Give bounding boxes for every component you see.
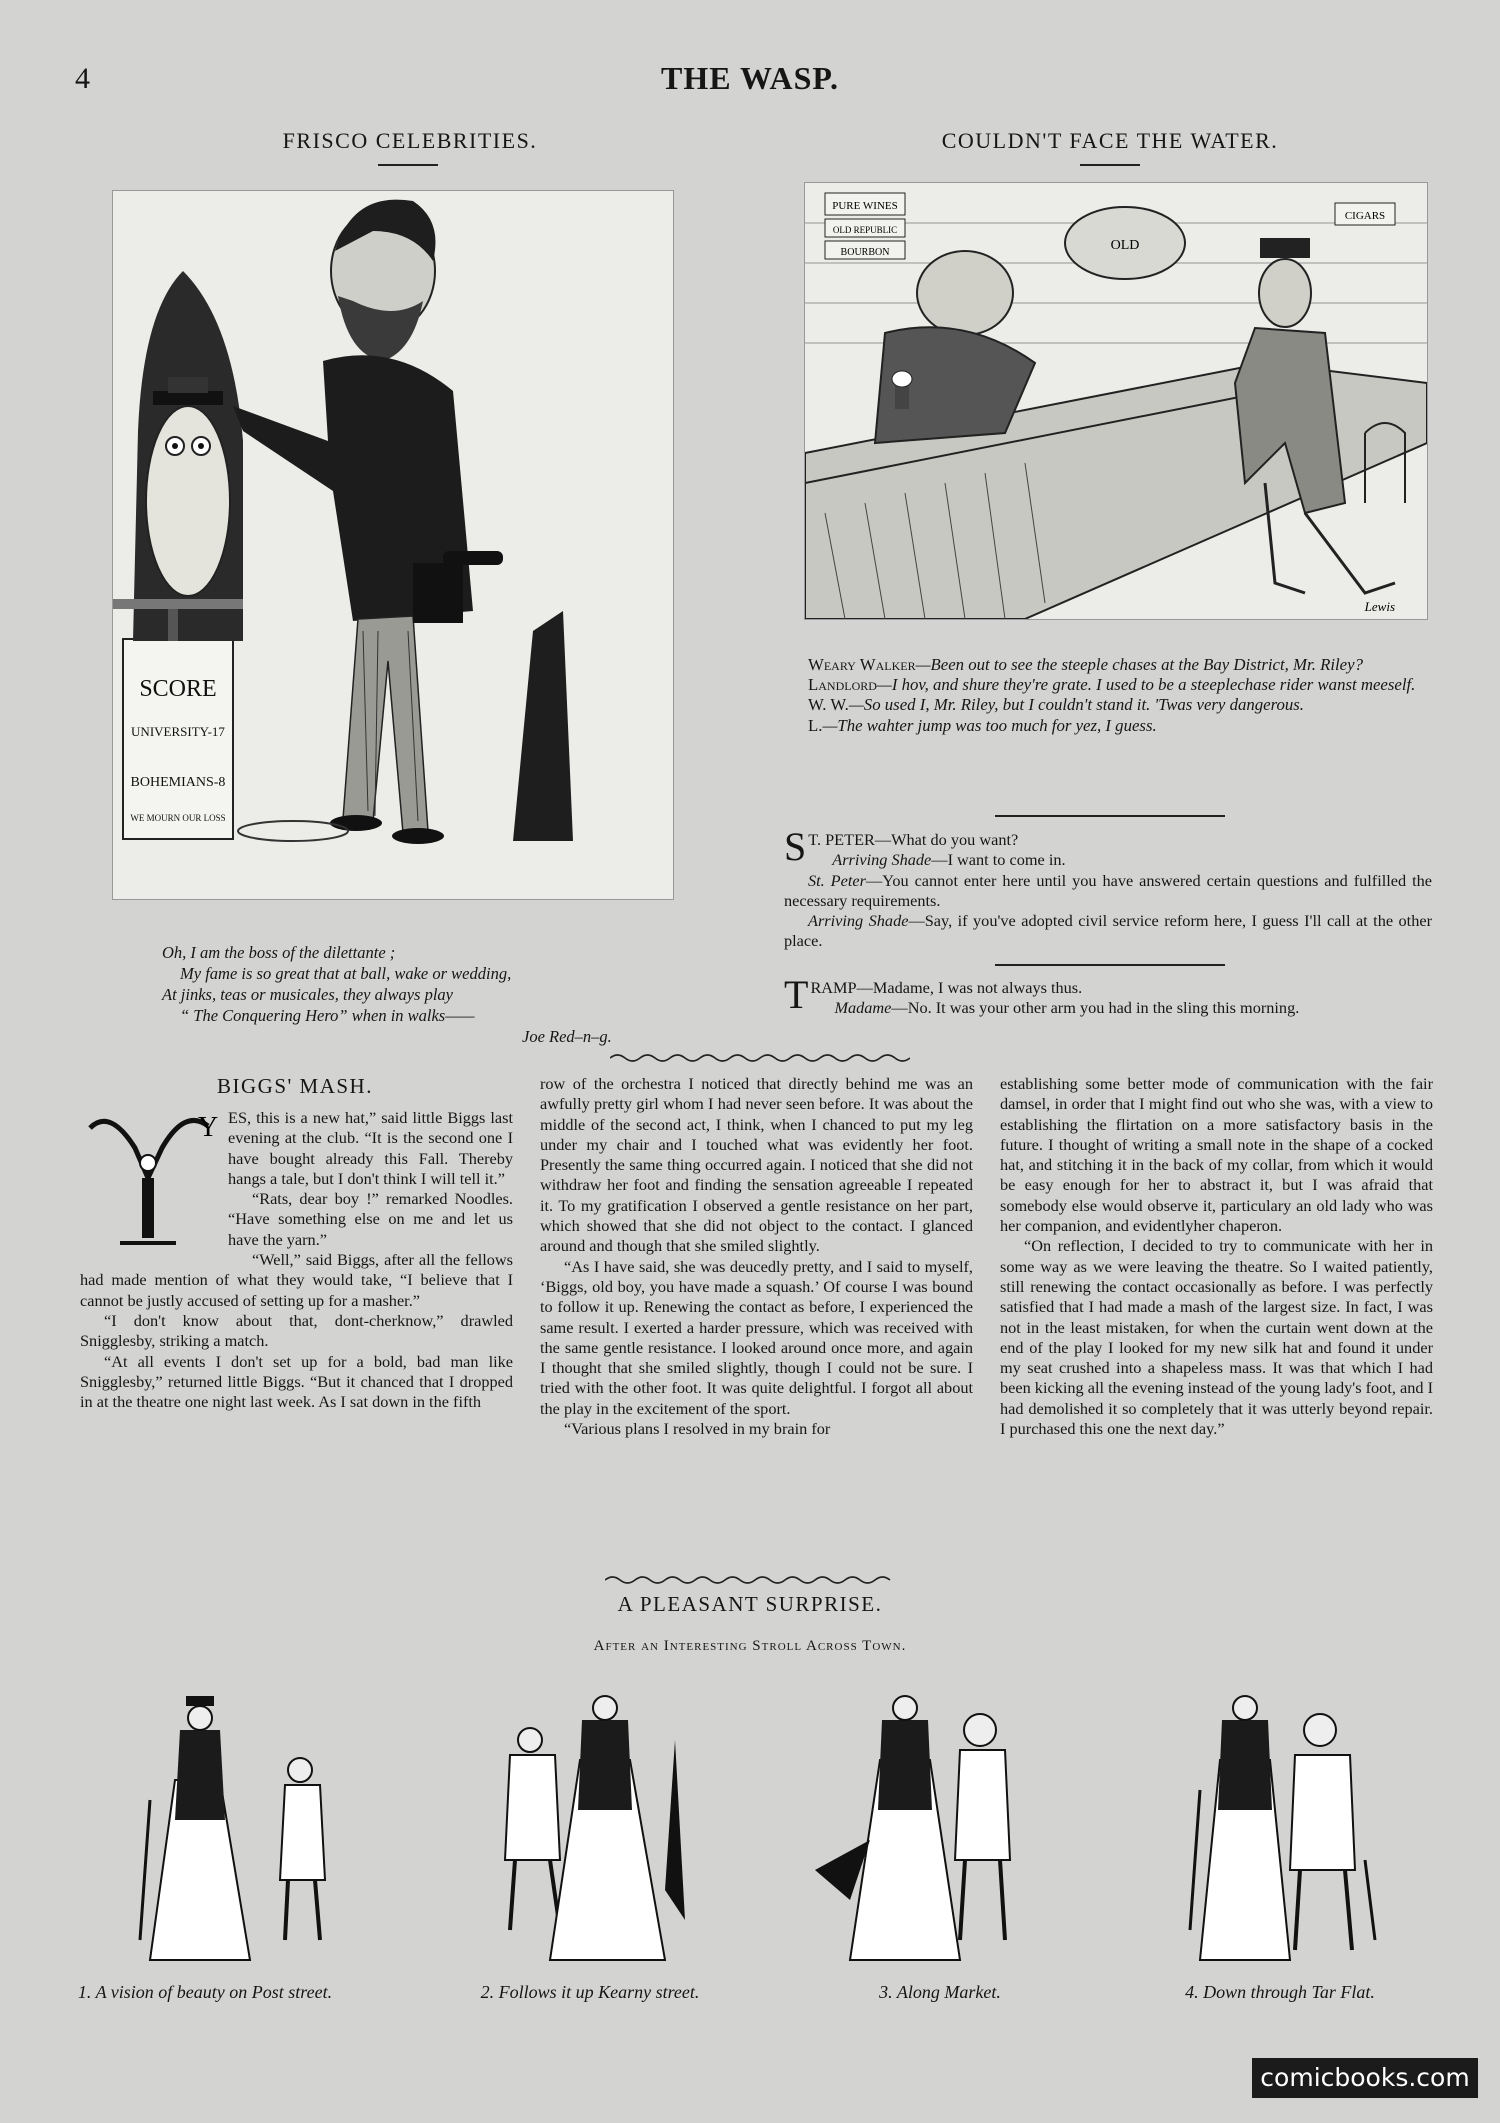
- dialogue-text: —So used I, Mr. Riley, but I couldn't stand it. 'Twas very dangerous.: [848, 695, 1304, 715]
- speaker: Madame: [834, 998, 892, 1018]
- dropcap-s: S: [784, 824, 807, 869]
- speaker: Arriving Shade: [832, 850, 932, 870]
- dialogue-text: —No. It was your other arm you had in the sling this morning.: [891, 998, 1300, 1018]
- panel-3-caption: 3. Along Market.: [879, 1982, 1001, 2002]
- sign-line-bohemians: BOHEMIANS-8: [130, 775, 226, 790]
- paragraph: “I don't know about that, dont-cherknow,” drawled Snigglesby, striking a match.: [80, 1310, 513, 1351]
- paragraph: “On reflection, I decided to try to communicate with her in some way as we were leaving the theatre. So I waited patiently, still renewing the contact occasionally as before. I was perfectly satisfied that I had made a mash of the largest size. In fact, I was not in the least mistaken, for when the curtain went down at the end of the play I looked for my new silk hat and found it under my seat crushed into a shapeless mass. It was that which I had been kicking all the evening instead of the young lady's foot, and I had demolished it so completely that it was utterly beyond repair. I purchased this one the next day.”: [1000, 1236, 1433, 1439]
- section-rule: [995, 964, 1225, 966]
- poem-line: “ The Conquering Hero” when in walks——: [180, 1006, 475, 1025]
- water-cartoon: [804, 182, 1428, 620]
- biggs-title: BIGGS' MASH.: [217, 1074, 373, 1098]
- poem-line: My fame is so great that at ball, wake or wedding,: [180, 964, 512, 983]
- speaker: St. Peter: [808, 870, 866, 890]
- paragraph: establishing some better mode of communication with the fair damsel, in order that I might find out who she was, with a view to establishing the flirtation on a more satisfactory basis in the future. I thought of writing a small note in the shape of a cocked hat, and stitching it in the back of my collar, from which it would be easy enough for her to abstract it, but I was afraid that somebody else would observe it, particulary an old lady who was her companion, and evidentlyher chaperon.: [1000, 1074, 1433, 1236]
- paragraph: “As I have said, she was deucedly pretty, and I said to myself, ‘Biggs, old boy, you have made a squash.’ Of course I was bound to follow it up. Renewing the contact as before, I experienced the same result. I exerted a harder pressure, which was received with the same gentle resistance. I looked around once more, and again I thought that she smiled slightly, though I could not be sure. I tried with the other foot. It was quite delightful. I forgot all about the play in the excitement of the sport.: [540, 1256, 973, 1418]
- biggs-col-2: [540, 1074, 973, 1439]
- biggs-col-1: [80, 1108, 513, 1412]
- cartoon-sign-wines: PURE WINES: [832, 200, 898, 212]
- section-rule: [995, 815, 1225, 817]
- speaker: W. W.: [808, 695, 849, 715]
- tramp-piece: [784, 972, 1432, 1019]
- panel-4-art: [1180, 1670, 1400, 1970]
- dialogue-text: —Say, if you've adopted civil service reform here, I guess I'll call at the other place.: [784, 911, 1432, 951]
- frisco-poem: [162, 942, 662, 1047]
- poem-line: At jinks, teas or musicales, they always play: [162, 985, 453, 1004]
- cartoon-sign-cigars: CIGARS: [1344, 210, 1386, 222]
- dialogue-text: —I hov, and shure they're grate. I used to be a steeplechase rider wanst meeself.: [876, 675, 1416, 695]
- paragraph: “At all events I don't set up for a bold, bad man like Snigglesby,” returned little Biggs. “But it chanced that I dropped in at the theatre one night last week. As I sat down in the fifth: [80, 1351, 513, 1412]
- dropcap-t: T: [784, 972, 809, 1017]
- paragraph: “Well,” said Biggs, after all the fellows had made mention of what they would take, “I believe that I cannot be justly accused of setting up for a masher.”: [80, 1250, 513, 1310]
- sign-line-mourn: WE MOURN OUR LOSS: [130, 813, 226, 823]
- panel-2-art: [470, 1670, 710, 1970]
- speaker: Weary Walker: [808, 655, 916, 674]
- dropcap-y-figure: [80, 1108, 220, 1250]
- panel-1-caption: 1. A vision of beauty on Post street.: [77, 1982, 333, 2002]
- sign-line-score: SCORE: [139, 676, 217, 702]
- dialogue-text: —Been out to see the steeple chases at the Bay District, Mr. Riley?: [915, 655, 1363, 674]
- wavy-divider: [610, 1052, 910, 1064]
- surprise-title: A PLEASANT SURPRISE.: [617, 1592, 883, 1616]
- panel-2-caption: 2. Follows it up Kearny street.: [480, 1982, 700, 2002]
- paragraph: “Various plans I resolved in my brain for: [564, 1419, 831, 1439]
- biggs-col-3: [1000, 1074, 1433, 1439]
- masthead: THE WASP.: [661, 60, 839, 96]
- page-number: 4: [75, 62, 90, 95]
- panel-3-art: [810, 1670, 1050, 1970]
- poem-signature: Joe Red–n–g.: [522, 1027, 612, 1046]
- site-watermark: comicbooks.com: [1252, 2058, 1478, 2098]
- st-peter-piece: [784, 824, 1433, 952]
- speaker: L.: [808, 715, 823, 735]
- speaker: Landlord: [808, 675, 877, 695]
- speaker: Arriving Shade: [808, 911, 909, 931]
- title-rule: [378, 164, 438, 166]
- sign-line-university: UNIVERSITY-17: [131, 724, 225, 739]
- dialogue-text: —You cannot enter here until you have answered certain questions and fulfilled the necessary requirements.: [784, 870, 1433, 910]
- paragraph: “Rats, dear boy !” remarked Noodles. “Have something else on me and let us have the yarn.”: [228, 1189, 513, 1249]
- peter-lead: T. PETER—What do you want?: [808, 830, 1019, 849]
- paragraph: ES, this is a new hat,” said little Biggs last evening at the club. “It is the second one I have bought already this Fall. Thereby hangs a tale, but I don't think I will tell it.”: [228, 1108, 513, 1188]
- title-rule: [1080, 164, 1140, 166]
- paragraph: row of the orchestra I noticed that directly behind me was an awfully pretty girl whom I had never seen before. It was about the middle of the second act, I think, when I chanced to put my leg under my chair and I touched what was evidently her foot. Presently the same thing occurred again. I noticed that she did not withdraw her foot and finding the sensation agreeable I repeated it. To my gratification I observed a gentle resistance on her part, which showed that she did not object to the contact. I glanced around and though that she smiled slightly.: [540, 1074, 973, 1256]
- poem-line: Oh, I am the boss of the dilettante ;: [162, 943, 396, 962]
- tramp-lead: RAMP—Madame, I was not always thus.: [810, 978, 1083, 997]
- frisco-caricature: [112, 190, 674, 900]
- surprise-subtitle: After an Interesting Stroll Across Town.: [593, 1638, 907, 1654]
- dialogue-text: —The wahter jump was too much for yez, I guess.: [822, 715, 1157, 735]
- water-title: COULDN'T FACE THE WATER.: [941, 128, 1279, 153]
- cartoon-sign-bourbon: BOURBON: [840, 247, 890, 258]
- dialogue-text: —I want to come in.: [931, 850, 1066, 870]
- dropcap-letter: Y: [198, 1112, 219, 1143]
- panel-4-caption: 4. Down through Tar Flat.: [1185, 1982, 1375, 2002]
- panel-1-art: [130, 1690, 350, 1970]
- barrel-label: OLD: [1110, 238, 1140, 253]
- wavy-divider: [605, 1574, 895, 1586]
- water-dialogue: [784, 655, 1432, 736]
- cartoon-sign-republic: OLD REPUBLIC: [832, 225, 898, 235]
- frisco-title: FRISCO CELEBRITIES.: [282, 128, 538, 153]
- artist-signature: Lewis: [1364, 599, 1395, 614]
